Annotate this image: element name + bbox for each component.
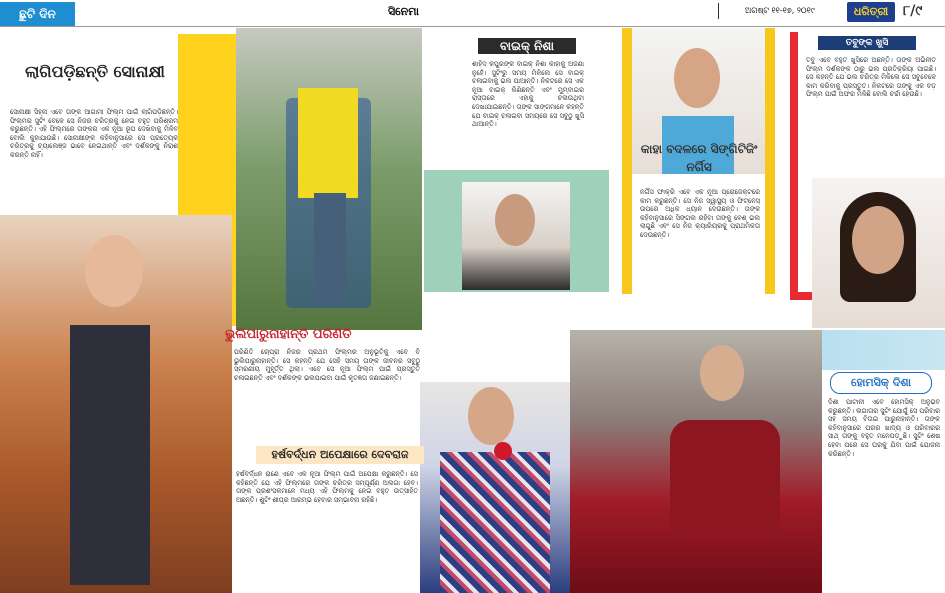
harshvardhan-photo [420,382,570,593]
shahid-photo [462,182,570,290]
bike-headline: ବାଇକ୍ ନିଶା [478,38,576,54]
nargis-headline: କାହା ବଦଳରେ ସିଙ୍ଗିଟିଜିଂ ନର୍ଗିସ [640,142,758,174]
tabu-photo [812,178,945,328]
sonakshi-body: ସୋନାକ୍ଷୀ ସିହ୍ନା ଏବେ ତାଙ୍କ ଆଗାମୀ ଫିଲ୍ମ ପାଇଁ ଲାଗିପଡ଼ିଛନ୍ତି। ଫିଲ୍ମର ସୁଟିଂ ବେଳେ ସେ ନିଜର ଚରିତ୍ରକୁ ନେଇ ବହୁତ ପରିଶ୍ରମ କରୁଛନ୍ତି। ଏହି ଫିଲ୍ମରେ ତାଙ୍କର ଏକ ନୂଆ ରୂପ ଦେଖିବାକୁ ମିଳିବ ବୋଲି କୁହାଯାଉଛି। ସୋନାକ୍ଷୀଙ୍କ କହିବାନୁସାରେ ସେ ପ୍ରତ୍ୟେକ ଚରିତ୍ରକୁ ଚ୍ୟାଲେଞ୍ଜ ଭାବେ ନେଇଥାନ୍ତି ଏବଂ ଦର୍ଶକଙ୍କୁ ନିରାଶ କରନ୍ତି ନାହିଁ। [10,108,178,159]
page-number: ୮/୯ [903,3,923,19]
red-frame-vertical [790,32,798,300]
disha-body: ଦିଶା ପାଟାନୀ ଏବେ ହୋମସିକ୍ ଅନୁଭବ କରୁଛନ୍ତି। ଲଗାତାର ସୁଟିଂ ଯୋଗୁଁ ସେ ପରିବାର ସହ ସମୟ ବିତାଇ ପାରୁନାହାନ୍ତି। ତାଙ୍କ କହିବାନୁସାରେ ଘରର ଖାଦ୍ୟ ଓ ପରିବାରର ସାଥ୍ ତାଙ୍କୁ ବହୁତ ମନେପଡ଼ୁଛି। ସୁଟିଂ ଶେଷ ହେବା ପରେ ସେ ଘରକୁ ଯିବା ପାଇଁ ଯୋଜନା କରିଛନ୍ତି। [828,398,940,458]
parineeti-headline: ଭୁଲିପାରୁନାହାନ୍ତି ପରିଣିତି [225,327,352,342]
tabu-headline: ତବୁଙ୍କ ଖୁସି [818,36,916,50]
nargis-body: ନର୍ଗିସ ଫାକ୍ରି ଏବେ ଏକ ନୂଆ ପ୍ରୋଜେକ୍ଟରେ କାମ କରୁଛନ୍ତି। ସେ ନିଜ ସ୍ୱାସ୍ଥ୍ୟ ଓ ଫିଟ୍‌ନେସ୍ ଉପରେ ଅଧିକ ଧ୍ୟାନ ଦେଉଛନ୍ତି। ତାଙ୍କ କହିବାନୁସାରେ ସିଙ୍ଗଲ ରହିବା ତାଙ୍କୁ ବେଶ୍ ଭଲ ଲାଗୁଛି ଏବଂ ସେ ନିଜ କ୍ୟାରିୟରକୁ ପ୍ରାଥମିକତା ଦେଉଛନ୍ତି। [640,188,760,239]
section-tag: ଛୁଟି ଦିନ [0,2,75,26]
header-divider [718,3,719,19]
parineeti-photo [236,28,422,330]
disha-photo [570,330,822,593]
sonakshi-headline: ଲାଗିପଡ଼ିଛନ୍ତି ସୋନାକ୍ଷୀ [25,62,165,81]
brand-logo: ଧରିତ୍ରୀ [847,2,895,22]
bike-body: ଶାହିଦ କପୁରଙ୍କ ବାଇକ୍ ନିଶା କାହାକୁ ଅଜଣା ନୁହେଁ। ସୁଟିଂରୁ ସମୟ ମିଳିଲେ ସେ ବାଇକ୍ ଚଳାଇବାକୁ ଭଲ ପାଆନ୍ତି। ନିକଟରେ ସେ ଏକ ନୂଆ ବାଇକ୍ କିଣିଛନ୍ତି ଏବଂ ମୁମ୍ବାଇର ରାସ୍ତାରେ ଏହାକୁ ଚଳାଉଥିବା ଦେଖାଯାଇଛନ୍ତି। ତାଙ୍କ ସାଙ୍ଗମାନେ କହନ୍ତି ଯେ ବାଇକ୍ ଚଳାଇବା ସମୟରେ ସେ ସବୁଠୁ ଖୁସି ଥାଆନ୍ତି। [472,60,584,129]
sonakshi-photo [0,215,232,593]
yellow-frame-left [622,28,632,294]
yellow-frame-right [765,28,775,294]
harshvardhan-body: ହର୍ଷବର୍ଦ୍ଧନ ରାଣେ ଏବେ ଏକ ନୂଆ ଫିଲ୍ମ ପାଇଁ ଅପେକ୍ଷା କରୁଛନ୍ତି। ସେ କହିଛନ୍ତି ଯେ ଏହି ଫିଲ୍ମରେ ତାଙ୍କ ଚରିତ୍ର ସମ୍ପୂର୍ଣ୍ଣ ଅଲଗା ହେବ। ତାଙ୍କ ପ୍ରଶଂସକମାନେ ମଧ୍ୟ ଏହି ଫିଲ୍ମକୁ ନେଇ ବହୁତ ଉତ୍ସାହିତ ଅଛନ୍ତି। ଶୁଟିଂ ଶୀଘ୍ର ଆରମ୍ଭ ହେବାର ସମ୍ଭାବନା ରହିଛି। [236,470,418,504]
section-title: ସିନେମା [388,5,419,18]
disha-headline: ହୋମସିକ୍ ଦିଶା [830,372,932,394]
tabu-body: ତବୁ ଏବେ ବହୁତ ଖୁସିରେ ଅଛନ୍ତି। ତାଙ୍କ ଅଭିନୀତ ଫିଲ୍ମ ଦର୍ଶକଙ୍କ ଠାରୁ ଭଲ ପ୍ରତିକ୍ରିୟା ପାଇଛି। ସେ କହନ୍ତି ଯେ ଭଲ ଚରିତ୍ର ମିଳିଲେ ସେ ସବୁବେଳେ କାମ କରିବାକୁ ପ୍ରସ୍ତୁତ। ନିକଟରେ ତାଙ୍କୁ ଏକ ବଡ଼ ଫିଲ୍ମ ପାଇଁ ଅଫର ମିଳିଛି ବୋଲି ଚର୍ଚ୍ଚା ହେଉଛି। [806,56,936,99]
harshvardhan-headline: ହର୍ଷବର୍ଦ୍ଧନ ଅପେକ୍ଷାରେ ଦେବରାଜ [256,446,424,464]
parineeti-body: ପରିଣିତି ଚୋପ୍ରା ନିଜର ପ୍ରଥମ ଫିଲ୍ମର ଅନୁଭୂତିକୁ ଏବେ ବି ଭୁଲିପାରୁନାହାନ୍ତି। ସେ କହନ୍ତି ଯେ ସେହି ସମୟ ତାଙ୍କ ଜୀବନର ସବୁଠୁ ସ୍ମରଣୀୟ ମୁହୂର୍ତ୍ତ ଥିଲା। ଏବେ ସେ ନୂଆ ଫିଲ୍ମ ପାଇଁ ପ୍ରସ୍ତୁତି ଚଳାଇଛନ୍ତି ଏବଂ ଦର୍ଶକଙ୍କ ଭଲପାଇବା ପାଇଁ କୃତଜ୍ଞତା ଜଣାଇଛନ୍ତି। [234,348,420,382]
issue-date: ଅଗଷ୍ଟ ୧୧-୧୭, ୨୦୧୯ [745,6,815,15]
